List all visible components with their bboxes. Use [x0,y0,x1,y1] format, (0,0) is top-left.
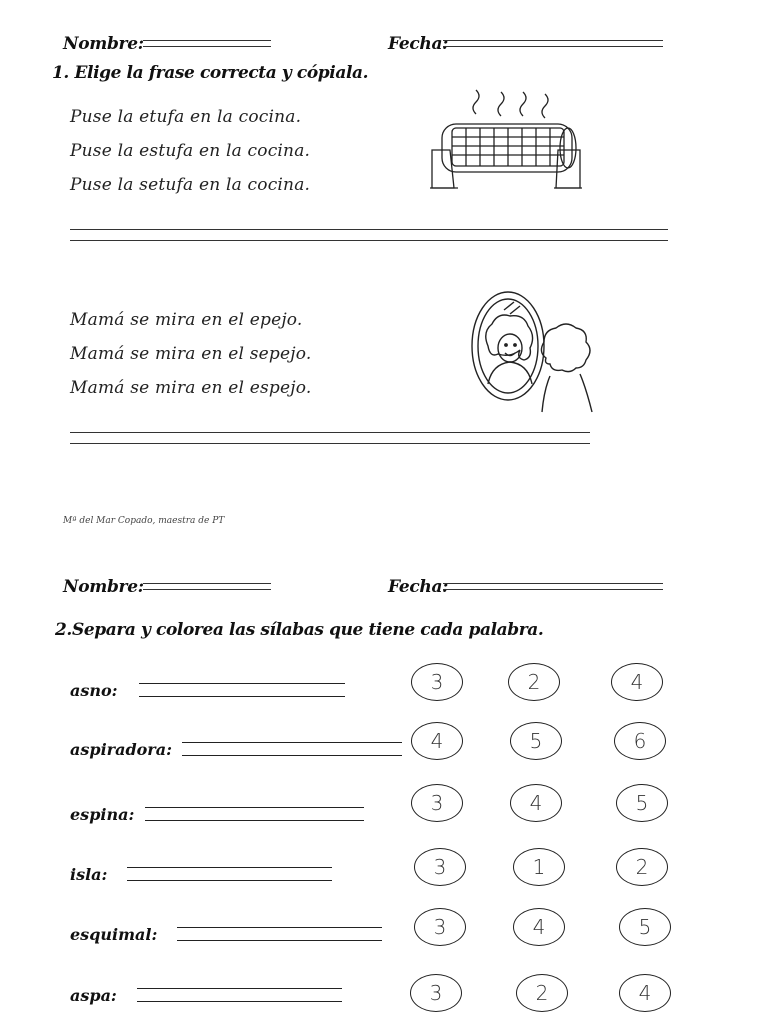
sentence-option[interactable]: Puse la estufa en la cocina. [70,141,311,161]
name-label: Nombre: [63,577,144,597]
name-field[interactable] [143,583,271,590]
sentence-option[interactable]: Puse la etufa en la cocina. [70,107,302,127]
syllable-count-option[interactable]: 5 [619,908,671,946]
syllable-count-option[interactable]: 4 [619,974,671,1012]
word-label: asno: [70,681,118,700]
syllable-count-option[interactable]: 5 [616,784,668,822]
syllable-count-option[interactable]: 4 [611,663,663,701]
syllable-count-option[interactable]: 1 [513,848,565,886]
date-field[interactable] [443,583,663,590]
syllable-count-option[interactable]: 2 [616,848,668,886]
author-credit: Mª del Mar Copado, maestra de PT [63,516,225,526]
exercise-1-title: 1. Elige la frase correcta y cópiala. [52,63,369,83]
syllable-count-option[interactable]: 2 [516,974,568,1012]
syllable-count-option[interactable]: 3 [411,663,463,701]
syllable-count-option[interactable]: 4 [510,784,562,822]
word-label: aspa: [70,986,117,1005]
syllable-count-option[interactable]: 2 [508,663,560,701]
word-label: esquimal: [70,925,158,944]
word-label: aspiradora: [70,740,172,759]
sentence-option[interactable]: Mamá se mira en el epejo. [70,310,303,330]
syllable-count-option[interactable]: 4 [411,722,463,760]
word-label: isla: [70,865,108,884]
sentence-option[interactable]: Mamá se mira en el sepejo. [70,344,312,364]
exercise-2-title: 2.Separa y colorea las sílabas que tiene cada palabra. [55,620,544,640]
mirror-illustration [466,288,598,416]
syllable-answer-line[interactable] [127,867,332,881]
syllable-answer-line[interactable] [137,988,342,1002]
syllable-answer-line[interactable] [145,807,364,821]
sentence-option[interactable]: Mamá se mira en el espejo. [70,378,312,398]
syllable-answer-line[interactable] [139,683,345,697]
date-label: Fecha: [388,577,449,597]
name-label: Nombre: [63,34,144,54]
heater-illustration [428,88,588,196]
answer-line-2[interactable] [70,432,590,444]
syllable-count-option[interactable]: 6 [614,722,666,760]
name-field[interactable] [143,40,271,47]
syllable-count-option[interactable]: 3 [411,784,463,822]
syllable-answer-line[interactable] [177,927,382,941]
date-label: Fecha: [388,34,449,54]
syllable-answer-line[interactable] [182,742,402,756]
date-field[interactable] [443,40,663,47]
sentence-option[interactable]: Puse la setufa en la cocina. [70,175,311,195]
word-label: espina: [70,805,135,824]
answer-line-1[interactable] [70,229,668,241]
syllable-count-option[interactable]: 3 [410,974,462,1012]
syllable-count-option[interactable]: 3 [414,848,466,886]
syllable-count-option[interactable]: 4 [513,908,565,946]
syllable-count-option[interactable]: 5 [510,722,562,760]
syllable-count-option[interactable]: 3 [414,908,466,946]
